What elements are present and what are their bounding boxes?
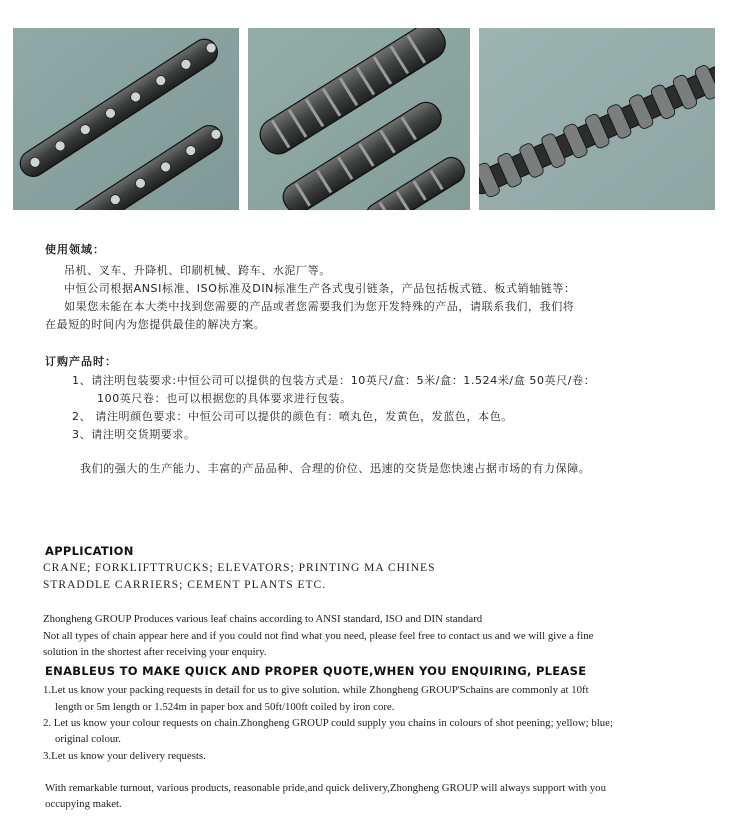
usage-line-1: 吊机、叉车、升降机、印刷机械、跨车、水泥厂等。 [64,264,331,277]
usage-line-4: 在最短的时间内为您提供最佳的解决方案。 [45,318,266,331]
usage-line-3: 如果您未能在本大类中找到您需要的产品或者您需要我们为您开发特殊的产品，请联系我们，我们将 [64,300,575,313]
quote-line-4: original colour. [55,733,121,745]
order-line-4: 3、请注明交货期要求。 [72,428,196,441]
usage-heading: 使用领域： [45,243,105,256]
quote-heading: ENABLEUS TO MAKE QUICK AND PROPER QUOTE,WHEN YOU ENQUIRING, PLEASE [45,664,587,678]
application-heading: APPLICATION [45,544,134,558]
quote-line-5: 3.Let us know your delivery requests. [43,750,206,762]
quote-line-3: 2. Let us know your colour requests on chain.Zhongheng GROUP could supply you chains in colours of shot peening; yellow; blue; [43,717,613,729]
not-all-line-1: Not all types of chain appear here and if you could not find what you need, please feel free to contact us and we will give a fine [43,630,594,642]
order-line-2: 100英尺卷：也可以根据您的具体要求进行包装。 [97,392,352,405]
produces-line: Zhongheng GROUP Produces various leaf chains according to ANSI standard, ISO and DIN standard [43,613,483,625]
chain-photo-2 [248,28,470,210]
not-all-line-2: solution in the shortest after receiving your enquiry. [43,646,267,658]
zh-closing: 我们的强大的生产能力、丰富的产品品种、合理的价位、迅速的交货是您快速占据市场的有力保障。 [80,462,591,475]
order-line-3: 2、 请注明颜色要求：中恒公司可以提供的颜色有：喷丸色，发黄色，发蓝色，本色。 [72,410,513,423]
chain-photo-1 [13,28,239,210]
usage-line-2: 中恒公司根据ANSI标准、ISO标准及DIN标准生产各式曳引链条，产品包括板式链、板式销轴链等： [64,282,576,295]
en-closing-line-2: occupying maket. [45,798,122,810]
quote-line-2: length or 5m length or 1.524m in paper box and 50ft/100ft coiled by iron core. [55,701,395,713]
application-line-1: CRANE; FORKLIFTTRUCKS; ELEVATORS; PRINTING MA CHINES [43,562,436,574]
en-closing-line-1: With remarkable turnout, various products, reasonable pride,and quick delivery,Zhongheng GROUP will always support with you [45,782,606,794]
order-line-1: 1、请注明包装要求:中恒公司可以提供的包装方式是：10英尺/盒：5米/盒：1.524米/盒 50英尺/卷： [72,374,596,387]
order-heading: 订购产品时： [45,355,117,368]
chain-photo-3 [479,28,715,210]
application-line-2: STRADDLE CARRIERS; CEMENT PLANTS ETC. [43,579,327,591]
quote-line-1: 1.Let us know your packing requests in detail for us to give solution. while Zhongheng GROUP'Schains are commonly at 10ft [43,684,589,696]
